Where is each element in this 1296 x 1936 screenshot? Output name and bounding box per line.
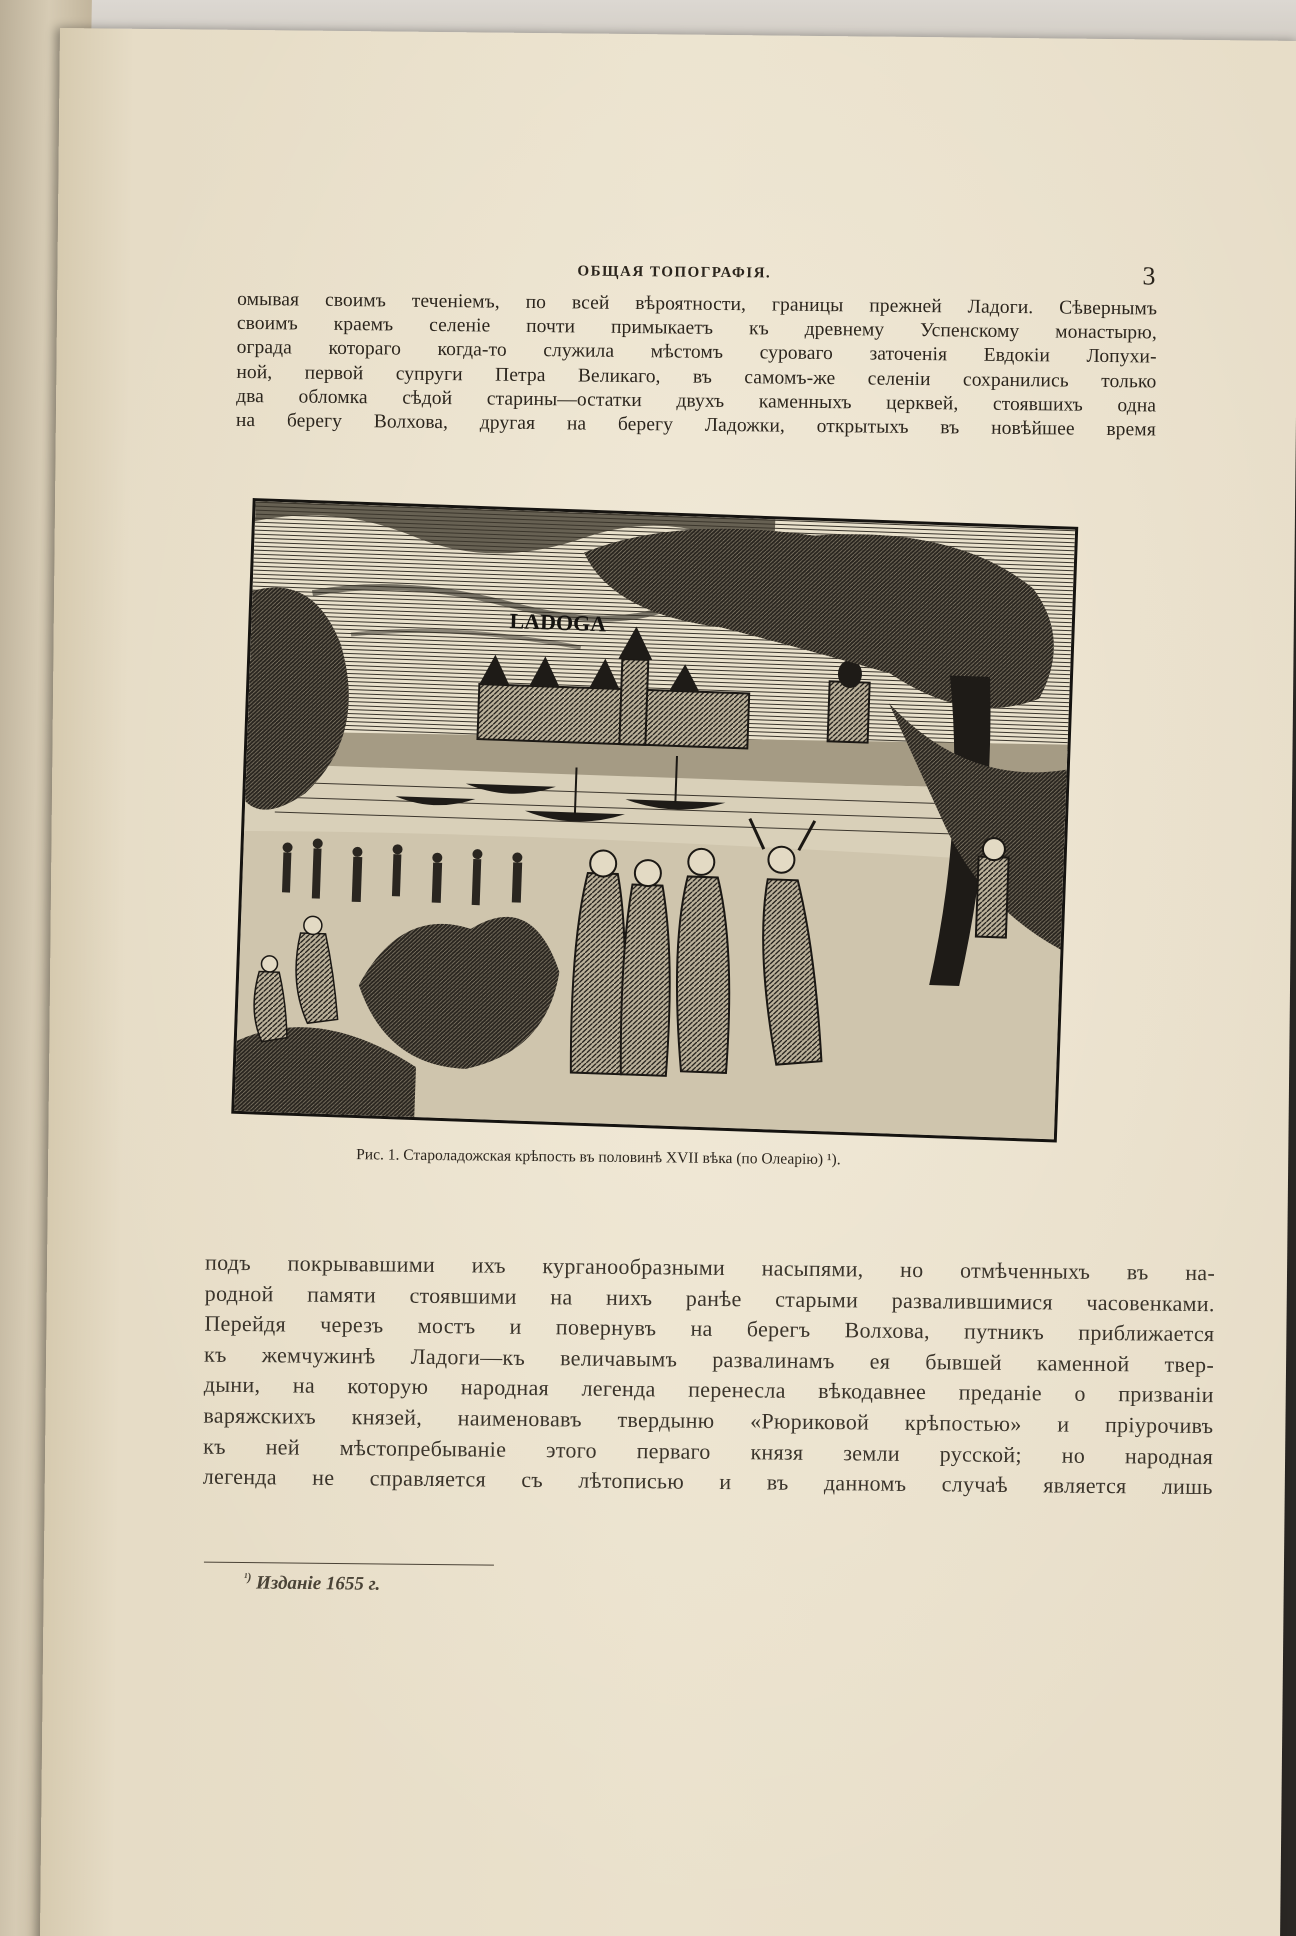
text-line: дыни, на которую народная легенда перенесла вѣкодавнее преданіе о призваніи (203, 1371, 1214, 1408)
text-line: подъ покрывавшими ихъ курганообразными насыпями, но отмѣченныхъ въ на- (204, 1249, 1216, 1286)
footnote (244, 1570, 381, 1596)
text-line: омывая своимъ теченіемъ, по всей вѣроятности, границы прежней Ладоги. Сѣвернымъ (237, 288, 1158, 320)
engraving-figure (231, 498, 1078, 1142)
text-line: варяжскихъ князей, наименовавъ твердыню «Рюриковой крѣпостью» и пріурочивъ (203, 1402, 1214, 1439)
footnote-text: Изданіе 1655 г. (255, 1572, 381, 1595)
footnote-marker: ¹) (243, 1570, 252, 1585)
text-line: ной, первой супруги Петра Великаго, въ самомъ-же селеніи сохранились только (236, 361, 1157, 393)
text-line: Перейдя черезъ мостъ и повернувъ на берегъ Волхова, путникъ приближается (204, 1310, 1215, 1347)
text-line: родной памяти стоявшими на нихъ ранѣе старыми развалившимися часовенками. (204, 1280, 1215, 1316)
figure-caption: Рис. 1. Староладожская крѣпость въ половинѣ XVII вѣка (по Олеарію) ¹). (356, 1146, 841, 1169)
ladoga-inscription: LADOGA (509, 608, 607, 637)
text-line: на берегу Волхова, другая на берегу Ладожки, открытыхъ въ новѣйшее время (235, 409, 1156, 441)
text-line: ограда котораго когда-то служила мѣстомъ суроваго заточенія Евдокіи Лопухи- (236, 337, 1157, 368)
text-line: къ ней мѣстопребываніе этого перваго князя земли русской; но народная (203, 1433, 1214, 1469)
book-page (40, 28, 1296, 1936)
paragraph-bottom (203, 1248, 1216, 1503)
footnote-rule (204, 1562, 494, 1566)
page-number: 3 (1142, 261, 1156, 291)
text-line: легенда не справляется съ лѣтописью и въ данномъ случаѣ является лишь (202, 1463, 1213, 1500)
text-line: къ жемчужинѣ Ладоги—къ величавымъ развалинамъ ея бывшей каменной твер- (203, 1341, 1215, 1377)
engraving-illustration (234, 501, 1075, 1139)
text-line: своимъ краемъ селеніе почти примыкаетъ къ древнему Успенскому монастырю, (236, 313, 1157, 344)
text-line: два обломка сѣдой старины—остатки двухъ каменныхъ церквей, стоявшихъ одна (236, 385, 1157, 417)
running-head: ОБЩАЯ ТОПОГРАФІЯ. (577, 263, 772, 282)
paragraph-top (236, 288, 1157, 443)
